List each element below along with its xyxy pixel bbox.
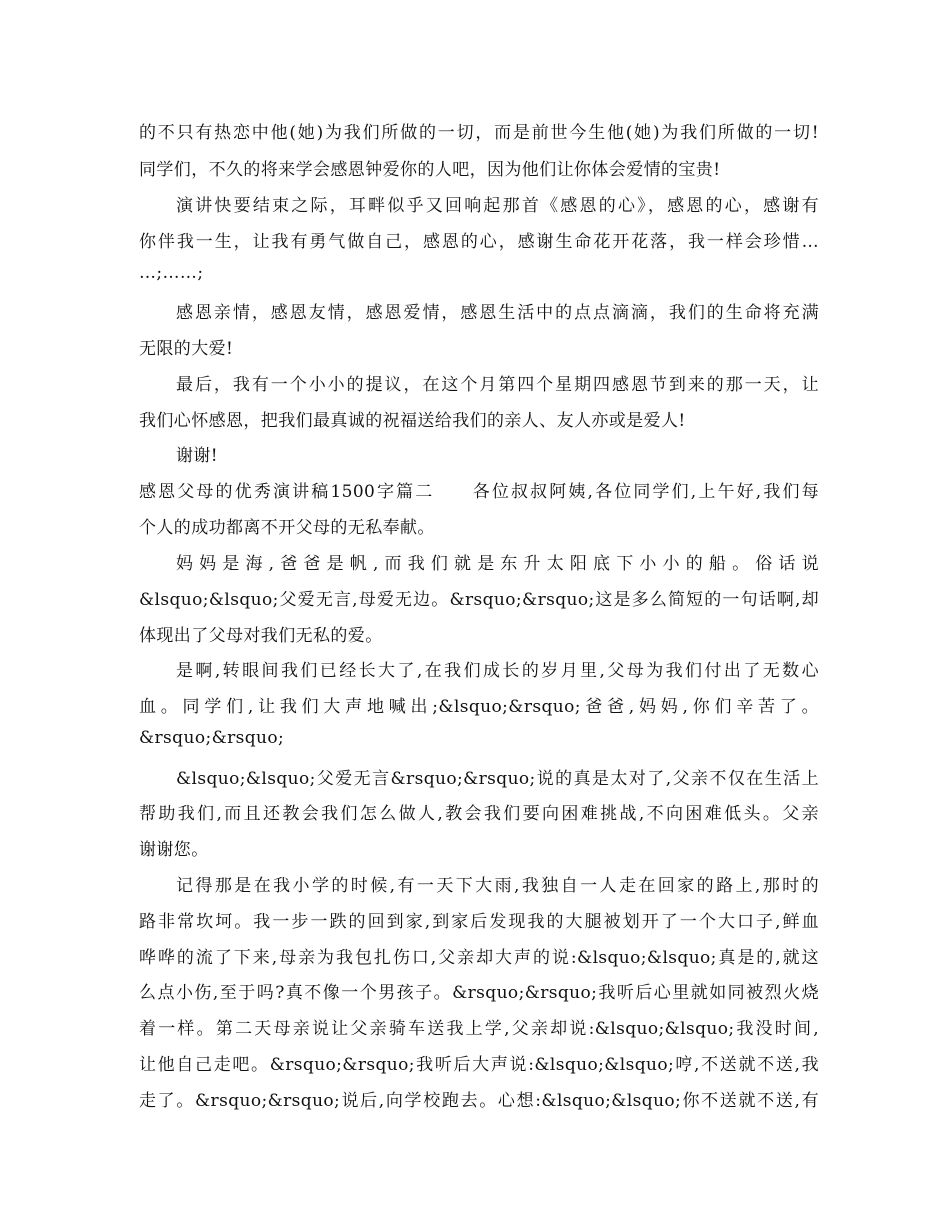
paragraph-line: 谢谢! [176, 446, 219, 466]
paragraph-line: 记得那是在我小学的时候,有一天下大雨,我独自一人走在回家的路上,那时的 [176, 876, 819, 896]
paragraph-line: &lsquo;&lsquo;父爱无言,母爱无边。&rsquo;&rsquo;这是多么简短的一句话啊,却 [139, 590, 819, 610]
paragraph-line: 是啊,转眼间我们已经长大了,在我们成长的岁月里,父母为我们付出了无数心 [176, 661, 819, 681]
paragraph-line: 走了。&rsquo;&rsquo;说后,向学校跑去。心想:&lsquo;&lsquo;你不送就不送,有 [139, 1091, 819, 1111]
paragraph-line: …;……; [139, 263, 204, 283]
paragraph-line: 谢谢您。 [139, 840, 209, 860]
paragraph-line: 同学们，不久的将来学会感恩钟爱你的人吧，因为他们让你体会爱情的宝贵! [139, 160, 721, 180]
paragraph-line: 让他自己走吧。&rsquo;&rsquo;我听后大声说:&lsquo;&lsquo;哼,不送就不送,我 [139, 1055, 819, 1075]
paragraph-line: 帮助我们,而且还教会我们怎么做人,教会我们要向困难挑战,不向困难低头。父亲 [139, 804, 819, 824]
paragraph-line: 血。同学们,让我们大声地喊出;&lsquo;&rsquo;爸爸,妈妈,你们辛苦了。 [139, 697, 819, 717]
section-heading-line: 感恩父母的优秀演讲稿1500字篇二 各位叔叔阿姨,各位同学们,上午好,我们每 [139, 482, 819, 502]
paragraph-line: 演讲快要结束之际，耳畔似乎又回响起那首《感恩的心》，感恩的心，感谢有 [176, 196, 819, 216]
paragraph-line: 最后，我有一个小小的提议，在这个月第四个星期四感恩节到来的那一天，让 [176, 375, 819, 395]
paragraph-line: 无限的大爱! [139, 339, 234, 359]
paragraph-line: 妈妈是海,爸爸是帆,而我们就是东升太阳底下小小的船。俗话说 [176, 554, 819, 574]
paragraph-line: 哗哗的流了下来,母亲为我包扎伤口,父亲却大声的说:&lsquo;&lsquo;真是的,就这 [139, 948, 819, 968]
paragraph-line: 你伴我一生，让我有勇气做自己，感恩的心，感谢生命花开花落，我一样会珍惜… [139, 232, 819, 252]
paragraph-line: 着一样。第二天母亲说让父亲骑车送我上学,父亲却说:&lsquo;&lsquo;我没时间, [139, 1019, 819, 1039]
paragraph-line: 感恩亲情，感恩友情，感恩爱情，感恩生活中的点点滴滴，我们的生命将充满 [176, 303, 819, 323]
paragraph-line: 路非常坎坷。我一步一跌的回到家,到家后发现我的大腿被划开了一个大口子,鲜血 [139, 912, 819, 932]
paragraph-line: &lsquo;&lsquo;父爱无言&rsquo;&rsquo;说的真是太对了,父亲不仅在生活上 [176, 769, 819, 789]
paragraph-line: 我们心怀感恩，把我们最真诚的祝福送给我们的亲人、友人亦或是爱人! [139, 411, 686, 431]
paragraph-line: 体现出了父母对我们无私的爱。 [139, 626, 383, 646]
paragraph-line: &rsquo;&rsquo; [139, 728, 285, 748]
paragraph-line: 的不只有热恋中他(她)为我们所做的一切，而是前世今生他(她)为我们所做的一切! [139, 123, 819, 143]
paragraph-line: 个人的成功都离不开父母的无私奉献。 [139, 518, 435, 538]
paragraph-line: 么点小伤,至于吗?真不像一个男孩子。&rsquo;&rsquo;我听后心里就如同被烈火烧 [139, 983, 819, 1003]
